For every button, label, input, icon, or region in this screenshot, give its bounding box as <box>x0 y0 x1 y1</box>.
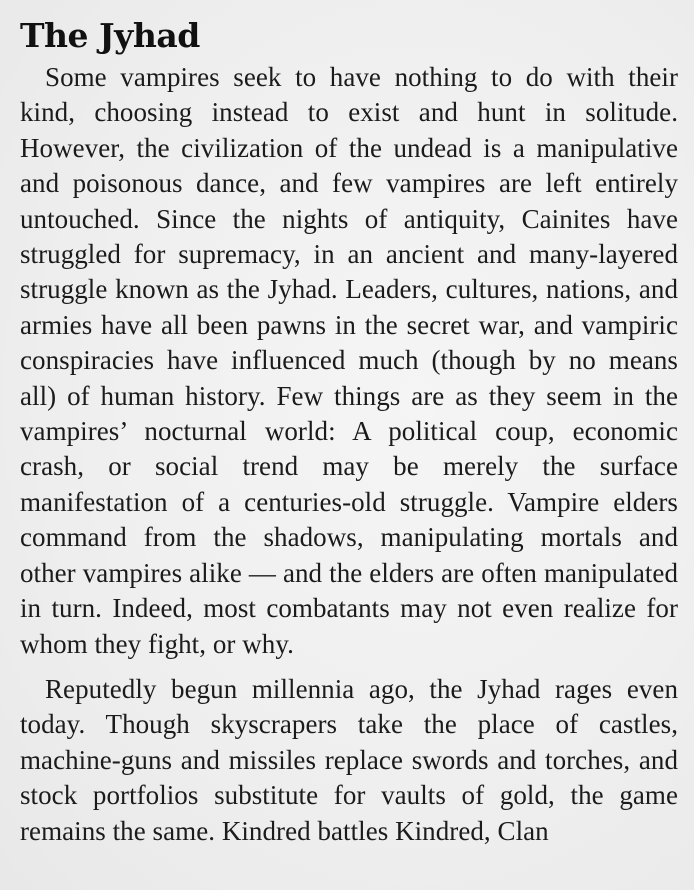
section-heading: The Jyhad <box>20 16 200 55</box>
body-paragraph: Reputedly begun millennia ago, the Jyhad rages even today. Though skyscrapers take the place of castles, machine-guns and missiles replace swords and torches, and stock portfolios substitute for vaults of gold, the game remains the same. Kindred battles Kindred, Clan <box>20 673 678 846</box>
body-paragraph: Some vampires seek to have nothing to do with their kind, choosing instead to exist and hunt in solitude. However, the civilization of the undead is a manipulative and poisonous dance, and few vampires are left entirely untouched. Since the nights of antiquity, Cainites have struggled for supremacy, in an ancient and many-layered struggle known as the Jyhad. Leaders, cultures, nations, and armies have all been pawns in the secret war, and vampiric conspiracies have influenced much (though by no means all) of human history. Few things are as they seem in the vampires’ nocturnal world: A political coup, economic crash, or social trend may be merely the surface manifestation of a centuries-old struggle. Vampire elders command from the shadows, manipulating mortals and other vampires alike — and the elders are often manipulated in turn. Indeed, most combatants may not even realize for whom they fight, or why. <box>20 62 678 659</box>
